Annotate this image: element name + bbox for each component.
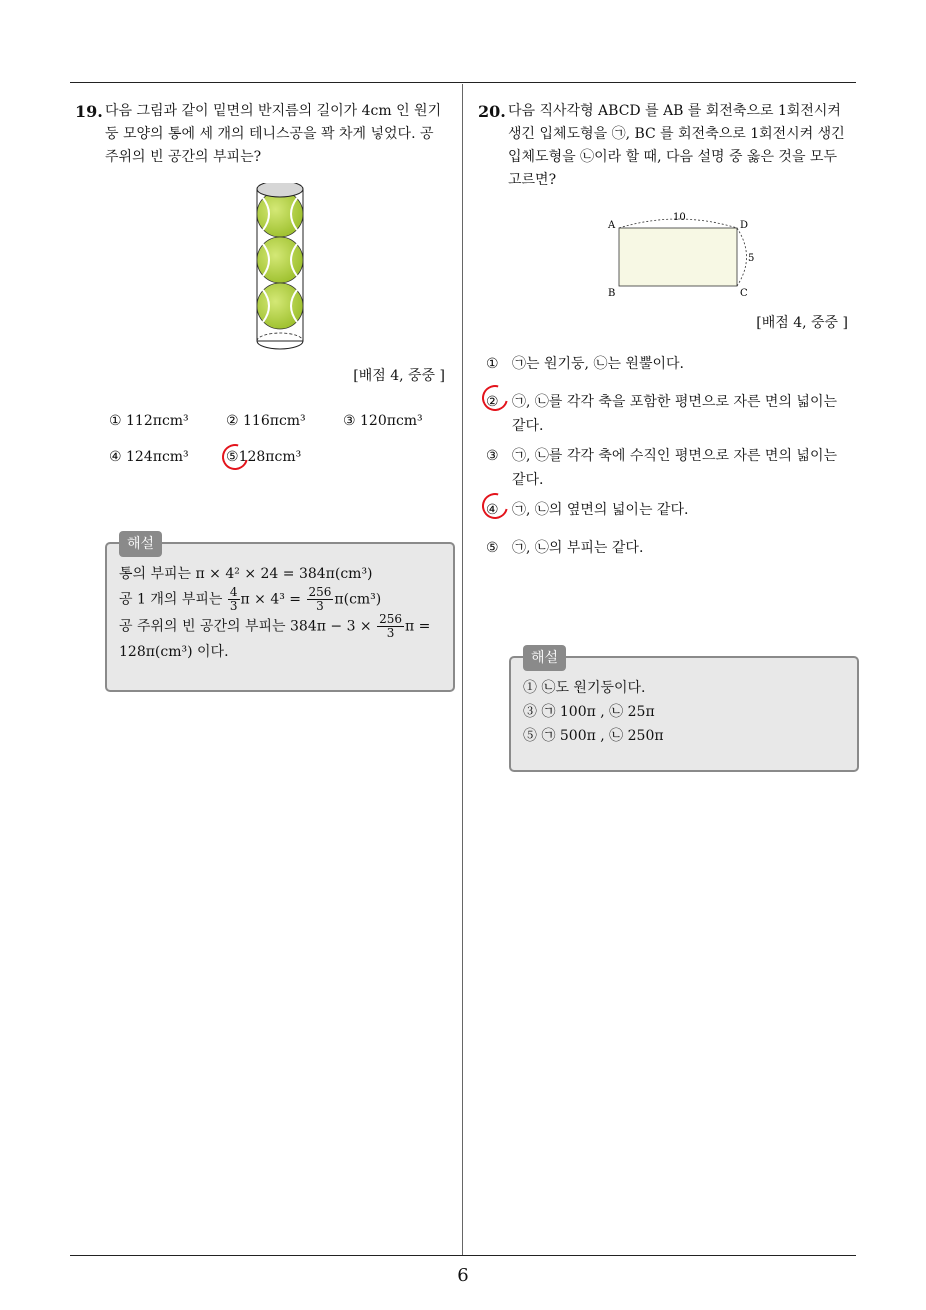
solution-line-1: ① ㉡도 원기둥이다. xyxy=(523,680,646,696)
question-20-score: [배점 4, 중중 ] xyxy=(756,315,848,331)
solution-tag: 해설 xyxy=(119,531,162,557)
solution-line-2: ③ ㉠ 100π , ㉡ 25π xyxy=(523,704,655,720)
q19-choice-2[interactable]: ② 116πcm³ xyxy=(226,413,306,429)
q19-choice-4[interactable]: ④ 124πcm³ xyxy=(109,449,189,465)
page-number: 6 xyxy=(457,1265,469,1286)
top-rule xyxy=(70,82,856,83)
question-20-stem xyxy=(478,100,848,192)
solution-line-3: ⑤ ㉠ 500π , ㉡ 250π xyxy=(523,728,664,744)
q20-choice-4[interactable]: ④ ㉠, ㉡의 옆면의 넓이는 같다. xyxy=(478,498,848,522)
label-side-length: 5 xyxy=(748,253,755,264)
column-divider xyxy=(462,84,463,1256)
question-19-text: 다음 그림과 같이 밑면의 반지름의 길이가 4cm 인 원기둥 모양의 통에 세 개의 테니스공을 꽉 차게 넣었다. 공 주위의 빈 공간의 부피는? xyxy=(105,103,442,165)
answer-mark-circle: ④ xyxy=(486,498,499,522)
q20-choice-3[interactable]: ③ ㉠, ㉡를 각각 축에 수직인 평면으로 자른 면의 넓이는 같다. xyxy=(486,448,838,488)
answer-mark-circle: ② xyxy=(486,390,499,414)
question-19-choices xyxy=(75,413,445,485)
solution-tag: 해설 xyxy=(523,645,566,671)
rectangle-abcd-figure xyxy=(478,208,848,298)
q19-choice-3[interactable]: ③ 120πcm³ xyxy=(343,413,423,429)
question-19 xyxy=(75,100,445,485)
question-20-text: 다음 직사각형 ABCD 를 AB 를 회전축으로 1회전시켜 생긴 입체도형을 ㉠, BC 를 회전축으로 1회전시켜 생긴 입체도형을 ㉡이라 할 때, 다음 설명 중 옳은 것을 모두 고르면? xyxy=(508,103,845,188)
label-c: C xyxy=(740,288,748,298)
q20-choice-2[interactable]: ② ㉠, ㉡를 각각 축을 포함한 평면으로 자른 면의 넓이는 같다. xyxy=(478,390,848,438)
question-20 xyxy=(478,100,848,560)
question-19-score: [배점 4, 중중 ] xyxy=(353,368,445,384)
label-b: B xyxy=(608,288,616,298)
solution-line-4: 128π(cm³) 이다. xyxy=(119,644,229,660)
question-19-solution-box xyxy=(105,536,455,692)
can-top xyxy=(257,183,303,197)
question-19-number: 19. xyxy=(75,102,103,121)
answer-mark-circle: ⑤ xyxy=(226,449,239,465)
solution-line-1: 통의 부피는 π × 4² × 24 = 384π(cm³) xyxy=(119,566,373,582)
tennis-ball-can-figure xyxy=(75,183,445,353)
solution-line-2: 공 1 개의 부피는 $\frac{4}{3}$ π × 4³ = $\frac{256}{3}$ π(cm³) xyxy=(119,585,382,613)
label-top-length: 10 xyxy=(673,212,686,223)
q20-choice-1[interactable]: ① ㉠는 원기둥, ㉡는 원뿔이다. xyxy=(486,356,684,372)
bottom-rule xyxy=(70,1255,856,1256)
q20-choice-5[interactable]: ⑤ ㉠, ㉡의 부피는 같다. xyxy=(486,540,644,556)
question-20-number: 20. xyxy=(478,102,506,121)
question-19-stem xyxy=(75,100,445,169)
q19-choice-1[interactable]: ① 112πcm³ xyxy=(109,413,189,429)
label-a: A xyxy=(608,220,616,231)
question-20-choices xyxy=(478,352,848,560)
solution-line-3: 공 주위의 빈 공간의 부피는 384π − 3 × $\frac{256}{3}$ π = xyxy=(119,612,431,640)
q19-choice-5[interactable]: ⑤128πcm³ xyxy=(226,449,302,465)
question-20-solution-box xyxy=(509,650,859,772)
label-d: D xyxy=(740,220,749,231)
